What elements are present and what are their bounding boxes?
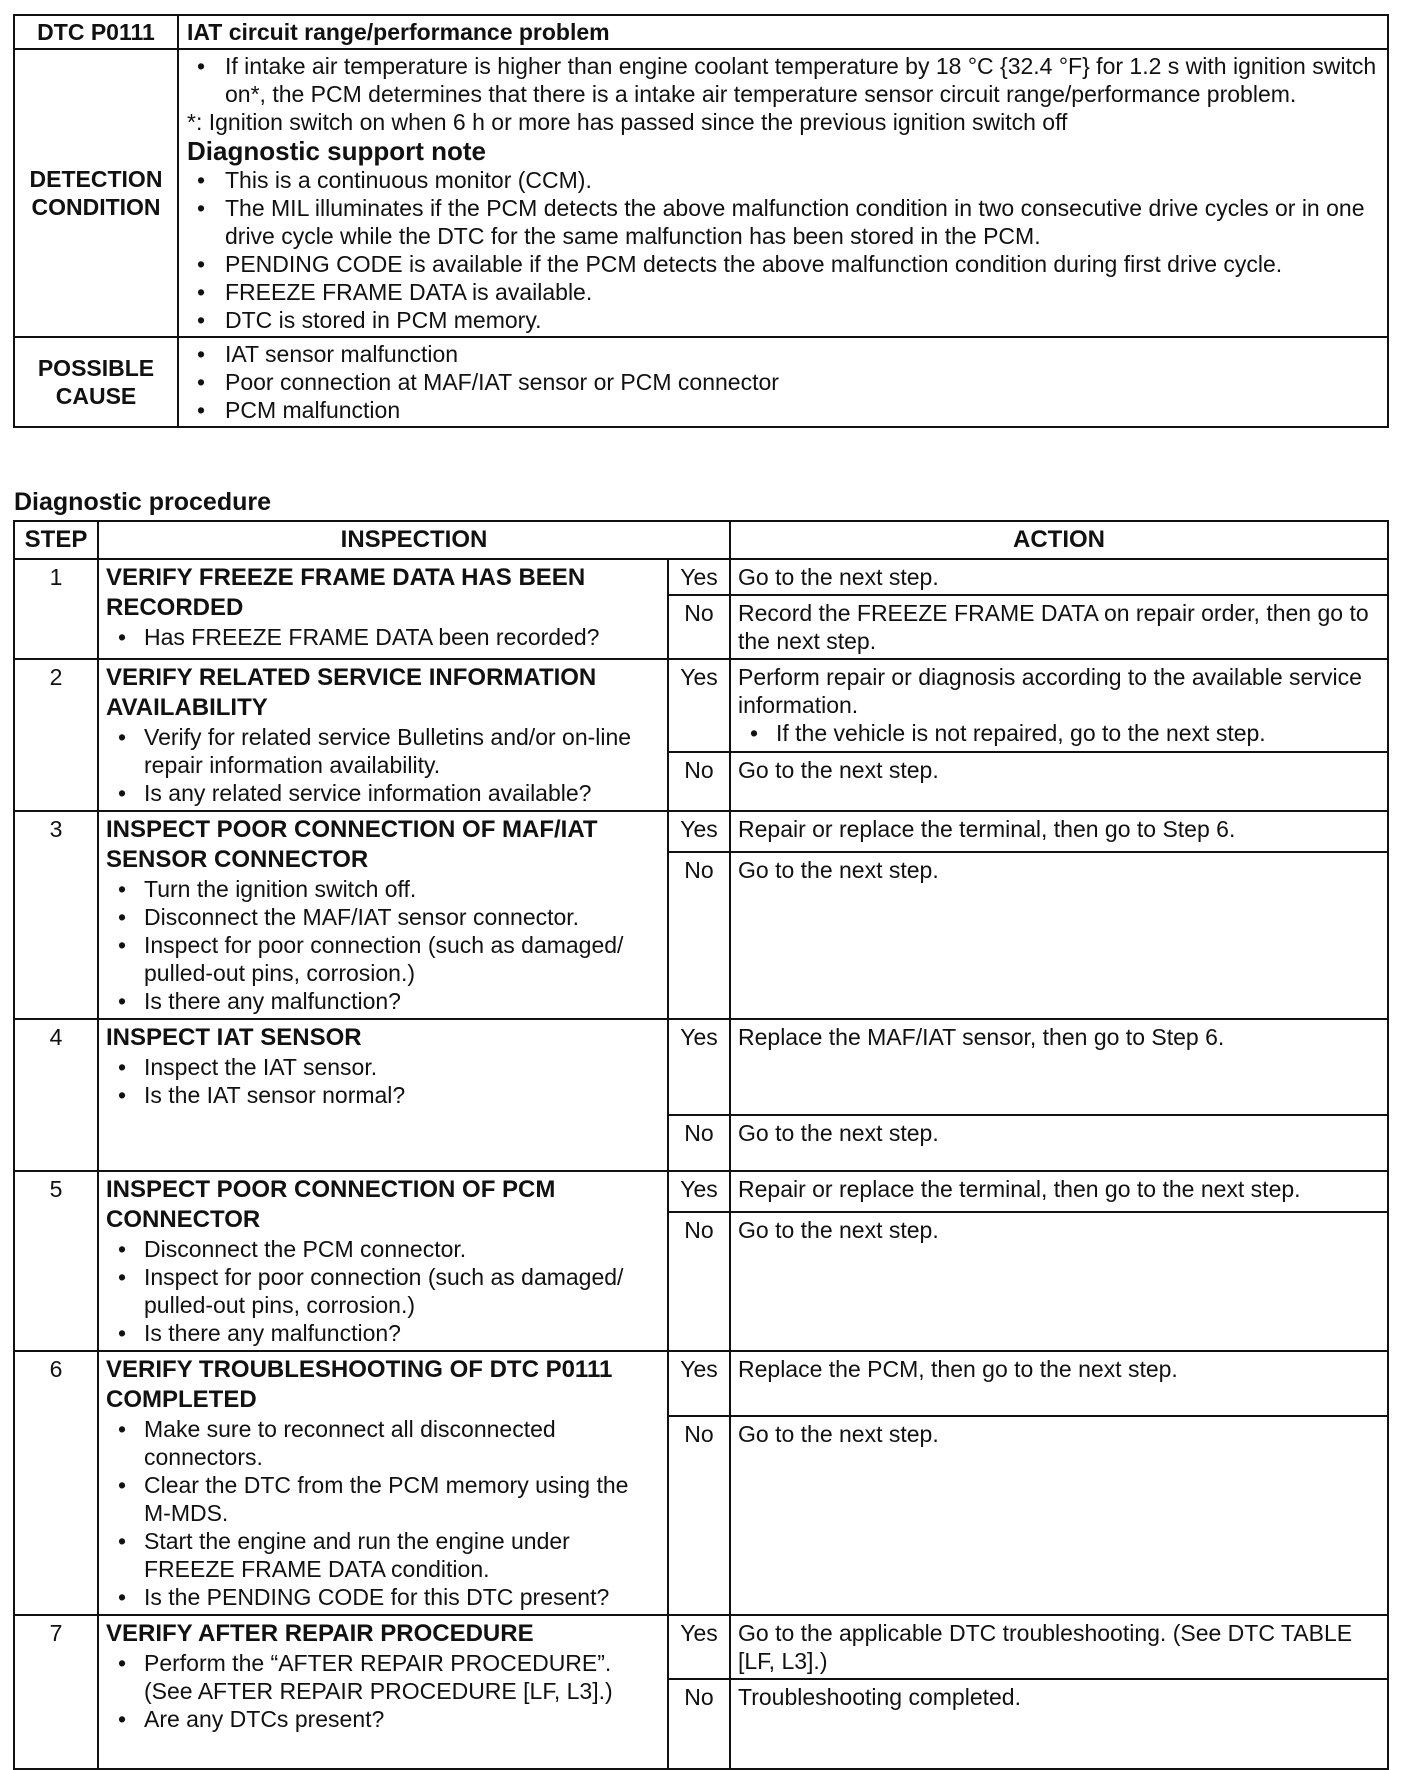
detection-main-list (187, 52, 1379, 108)
procedure-body (14, 559, 1388, 1769)
inspection-item: • Disconnect the PCM connector. (106, 1235, 660, 1263)
yes-label: Yes (668, 1351, 730, 1416)
yes-label: Yes (668, 811, 730, 852)
no-action: Go to the next step. (730, 752, 1388, 811)
dtc-title: IAT circuit range/performance problem (178, 15, 1388, 49)
procedure-step-row (14, 1615, 1388, 1679)
yes-action: Replace the MAF/IAT sensor, then go to Step 6. (738, 1024, 1225, 1050)
yes-action: Repair or replace the terminal, then go to Step 6. (738, 816, 1236, 842)
no-action: Go to the next step. (730, 1115, 1388, 1171)
dtc-code: DTC P0111 (14, 15, 178, 49)
inspection-cell (98, 1615, 668, 1769)
support-note-item: • PENDING CODE is available if the PCM detects the above malfunction condition during first drive cycle. (187, 250, 1379, 278)
no-label: No (668, 1115, 730, 1171)
procedure-step-row (14, 811, 1388, 852)
inspection-item: • Is there any malfunction? (106, 987, 660, 1015)
detection-main: • If intake air temperature is higher than engine coolant temperature by 18 °C {32.4 °F} for 1.2 s with ignition switch on*, the PCM determines that there is a intake air temperature sensor circuit range/performance problem. (187, 52, 1379, 108)
inspection-item: • Turn the ignition switch off. (106, 875, 660, 903)
yes-action-subitem: • If the vehicle is not repaired, go to the next step. (738, 719, 1380, 747)
no-label: No (668, 595, 730, 659)
detection-row (14, 49, 1388, 337)
yes-action: Go to the applicable DTC troubleshooting. (See DTC TABLE [LF, L3].) (738, 1620, 1353, 1674)
header-inspection: INSPECTION (98, 521, 730, 559)
inspection-item: • Inspect for poor connection (such as damaged/ pulled-out pins, corrosion.) (106, 1263, 660, 1319)
support-note-item: • FREEZE FRAME DATA is available. (187, 278, 1379, 306)
no-action: Go to the next step. (730, 1212, 1388, 1352)
step-number: 7 (14, 1615, 98, 1769)
support-note-item: • This is a continuous monitor (CCM). (187, 166, 1379, 194)
inspection-item: • Is the PENDING CODE for this DTC present? (106, 1583, 660, 1611)
dtc-info-table (13, 14, 1389, 428)
inspection-title: INSPECT POOR CONNECTION OF PCM CONNECTOR (106, 1176, 556, 1233)
no-label: No (668, 1679, 730, 1769)
step-number: 5 (14, 1171, 98, 1351)
yes-action: Repair or replace the terminal, then go to the next step. (738, 1176, 1301, 1202)
inspection-item: • Are any DTCs present? (106, 1705, 660, 1733)
inspection-item: • Inspect for poor connection (such as damaged/ pulled-out pins, corrosion.) (106, 931, 660, 987)
no-label: No (668, 1416, 730, 1615)
detection-footnote: *: Ignition switch on when 6 h or more has passed since the previous ignition switch off (187, 109, 1068, 135)
dtc-title-row (14, 15, 1388, 49)
cause-row (14, 337, 1388, 427)
detection-content (178, 49, 1388, 337)
yes-action-cell (730, 559, 1388, 595)
inspection-list (106, 1415, 660, 1611)
header-action: ACTION (730, 521, 1388, 559)
yes-action: Go to the next step. (738, 564, 939, 590)
inspection-item: • Start the engine and run the engine under FREEZE FRAME DATA condition. (106, 1527, 660, 1583)
yes-action-sublist (738, 719, 1380, 747)
inspection-item: • Is there any malfunction? (106, 1319, 660, 1347)
inspection-list (106, 623, 660, 651)
inspection-list (106, 723, 660, 807)
no-action: Record the FREEZE FRAME DATA on repair order, then go to the next step. (730, 595, 1388, 659)
inspection-list (106, 875, 660, 1015)
support-note-list (187, 166, 1379, 334)
no-label: No (668, 1212, 730, 1352)
step-number: 2 (14, 659, 98, 811)
inspection-title: VERIFY TROUBLESHOOTING OF DTC P0111 COMPLETED (106, 1356, 613, 1413)
header-step: STEP (14, 521, 98, 559)
procedure-header-row (14, 521, 1388, 559)
yes-action-cell (730, 659, 1388, 752)
inspection-item: • Verify for related service Bulletins and/or on-line repair information availability. (106, 723, 660, 779)
procedure-step-row (14, 659, 1388, 752)
inspection-cell (98, 811, 668, 1019)
step-number: 6 (14, 1351, 98, 1615)
yes-label: Yes (668, 559, 730, 595)
inspection-item: • Inspect the IAT sensor. (106, 1053, 660, 1081)
support-note-item: • DTC is stored in PCM memory. (187, 306, 1379, 334)
inspection-cell (98, 659, 668, 811)
inspection-title: INSPECT POOR CONNECTION OF MAF/IAT SENSOR CONNECTOR (106, 816, 598, 873)
yes-action-cell (730, 1019, 1388, 1115)
no-action: Go to the next step. (730, 852, 1388, 1019)
inspection-list (106, 1649, 660, 1733)
inspection-item: • Is any related service information available? (106, 779, 660, 807)
procedure-step-row (14, 1351, 1388, 1416)
step-number: 1 (14, 559, 98, 659)
inspection-item: • Is the IAT sensor normal? (106, 1081, 660, 1109)
cause-list (187, 340, 1379, 424)
inspection-cell (98, 559, 668, 659)
procedure-step-row (14, 1019, 1388, 1115)
no-action: Troubleshooting completed. (730, 1679, 1388, 1769)
procedure-step-row (14, 1171, 1388, 1212)
yes-label: Yes (668, 1019, 730, 1115)
inspection-list (106, 1053, 660, 1109)
cause-content (178, 337, 1388, 427)
procedure-table (13, 520, 1389, 1770)
inspection-item: • Perform the “AFTER REPAIR PROCEDURE”. (See AFTER REPAIR PROCEDURE [LF, L3].) (106, 1649, 660, 1705)
yes-action: Replace the PCM, then go to the next step. (738, 1356, 1178, 1382)
inspection-item: • Has FREEZE FRAME DATA been recorded? (106, 623, 660, 651)
no-label: No (668, 752, 730, 811)
yes-action-cell (730, 1171, 1388, 1212)
yes-label: Yes (668, 1171, 730, 1212)
step-number: 4 (14, 1019, 98, 1171)
support-note-heading: Diagnostic support note (187, 136, 486, 166)
cause-item: • IAT sensor malfunction (187, 340, 1379, 368)
cause-label: POSSIBLE CAUSE (14, 337, 178, 427)
inspection-list (106, 1235, 660, 1347)
inspection-title: INSPECT IAT SENSOR (106, 1024, 362, 1051)
inspection-cell (98, 1019, 668, 1171)
yes-action-cell (730, 1351, 1388, 1416)
step-number: 3 (14, 811, 98, 1019)
inspection-item: • Clear the DTC from the PCM memory using the M-MDS. (106, 1471, 660, 1527)
yes-action-cell (730, 811, 1388, 852)
no-action: Go to the next step. (730, 1416, 1388, 1615)
inspection-cell (98, 1171, 668, 1351)
no-label: No (668, 852, 730, 1019)
inspection-item: • Make sure to reconnect all disconnected connectors. (106, 1415, 660, 1471)
detection-label: DETECTION CONDITION (14, 49, 178, 337)
yes-action: Perform repair or diagnosis according to the available service information. (738, 664, 1362, 718)
support-note-item: • The MIL illuminates if the PCM detects the above malfunction condition in two consecutive drive cycles or in one drive cycle while the DTC for the same malfunction has been stored in the PCM. (187, 194, 1379, 250)
procedure-step-row (14, 559, 1388, 595)
cause-item: • PCM malfunction (187, 396, 1379, 424)
inspection-title: VERIFY RELATED SERVICE INFORMATION AVAILABILITY (106, 664, 597, 721)
procedure-heading: Diagnostic procedure (14, 488, 271, 516)
inspection-title: VERIFY FREEZE FRAME DATA HAS BEEN RECORDED (106, 564, 586, 621)
yes-label: Yes (668, 1615, 730, 1679)
cause-item: • Poor connection at MAF/IAT sensor or PCM connector (187, 368, 1379, 396)
yes-action-cell (730, 1615, 1388, 1679)
yes-label: Yes (668, 659, 730, 752)
inspection-cell (98, 1351, 668, 1615)
inspection-title: VERIFY AFTER REPAIR PROCEDURE (106, 1620, 534, 1647)
inspection-item: • Disconnect the MAF/IAT sensor connector. (106, 903, 660, 931)
